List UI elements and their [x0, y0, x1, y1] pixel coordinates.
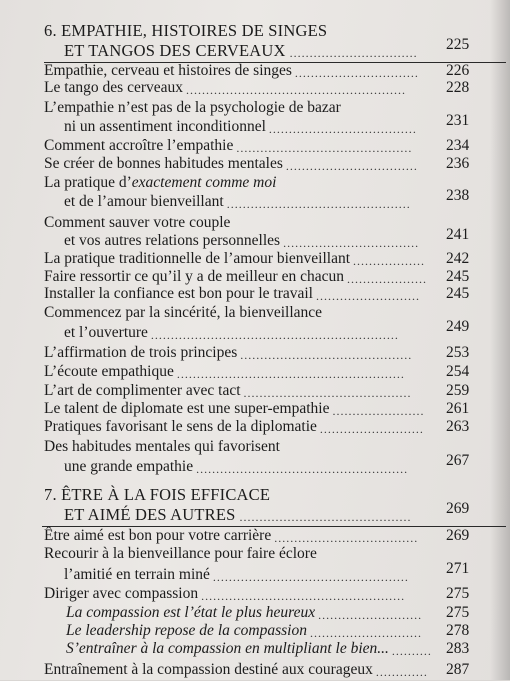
dot-leader: .....................................................: [196, 462, 409, 476]
dot-leader: ....................................: [274, 531, 419, 545]
toc-entry: [44, 382, 241, 400]
dot-leader: ............................: [309, 626, 422, 640]
toc-entry-continuation: et l’ouverture: [64, 324, 148, 341]
chapter-title-line: 7. ÊTRE À LA FOIS EFFICACE: [44, 485, 271, 504]
dot-leader: .........................................................: [176, 367, 405, 381]
page-number: 275: [446, 585, 470, 602]
page-number: 263: [446, 418, 470, 435]
page-number: 267: [446, 452, 470, 469]
dot-leader: ..................: [353, 254, 426, 268]
toc-entry-text: Diriger avec compassion: [44, 585, 199, 602]
toc-entry-text: S’entraîner à la compassion en multipliant le bien...: [66, 640, 389, 657]
page-number: 249: [446, 318, 470, 335]
toc-entry: [44, 363, 174, 381]
page-number: 226: [446, 62, 470, 79]
toc-entry-text: La pratique traditionnelle de l’amour bienveillant: [44, 250, 351, 267]
page-number: 238: [446, 187, 470, 204]
toc-entry-text: L’affirmation de trois principes: [44, 344, 238, 361]
dot-leader: ..................................: [283, 236, 420, 250]
toc-entry-continuation: une grande empathie: [64, 458, 194, 475]
toc-entry: [44, 214, 230, 232]
toc-entry: [44, 62, 292, 80]
toc-entry-continuation: et vos autres relations personnelles: [64, 232, 281, 249]
page-number: 253: [446, 344, 470, 361]
toc-entry-text: Des habitudes mentales qui favorisent: [44, 438, 280, 455]
page-number: 269: [446, 527, 470, 544]
page-number: 245: [446, 285, 470, 302]
chapter-title-line: 6. EMPATHIE, HISTOIRES DE SINGES: [44, 21, 328, 40]
page-number: 241: [446, 226, 470, 243]
dot-leader: ..........: [391, 644, 432, 658]
toc-entry: [44, 268, 344, 286]
toc-entry: [44, 155, 283, 173]
toc-entry-text: L’écoute empathique: [44, 363, 174, 380]
page-number: 283: [446, 640, 470, 657]
page-number: 254: [446, 363, 470, 380]
page-number: 234: [446, 137, 470, 154]
toc-entry-text: Pratiques favorisant le sens de la diplomatie: [44, 418, 317, 435]
toc-entry: [44, 137, 233, 155]
chapter-title-line: ET AIMÉ DES AUTRES: [64, 505, 236, 524]
toc-entry: [44, 285, 313, 303]
toc-entry-text: Entraînement à la compassion destiné aux courageux: [44, 661, 373, 678]
page-number: 231: [446, 112, 470, 129]
toc-entry-text-italic: exactement comme moi: [131, 174, 277, 191]
toc-entry-text: Commencez par la sincérité, la bienveillance: [44, 304, 323, 321]
dot-leader: .................................................: [212, 570, 409, 584]
dot-leader: .......................: [332, 404, 425, 418]
dot-leader: ..........................................: [243, 386, 412, 400]
toc-entry: [44, 438, 280, 456]
toc-entry-continuation: ni un assentiment inconditionnel: [64, 118, 266, 135]
dot-leader: .....................................: [268, 122, 417, 136]
toc-entry: [44, 79, 183, 97]
toc-entry-text: Faire ressortir ce qu’il y a de meilleur en chacun: [44, 268, 344, 285]
toc-entry-continuation: et de l’amour bienveillant: [64, 193, 224, 210]
toc-entry-text: Le tango des cerveaux: [44, 79, 184, 96]
toc-entry: [44, 400, 329, 418]
page-number: 287: [446, 661, 470, 678]
page-number: 242: [446, 250, 470, 267]
dot-leader: ...............................: [294, 66, 419, 80]
toc-entry: [44, 99, 341, 117]
dot-leader: ............................................: [236, 141, 413, 155]
toc-entry-text: Être aimé est bon pour votre carrière: [44, 527, 272, 544]
page-number: 259: [446, 382, 470, 399]
toc-entry: [44, 174, 276, 192]
toc-entry-text: La compassion est l’état le plus heureux: [66, 604, 316, 621]
toc-entry: [44, 527, 271, 545]
toc-entry-text: Recourir à la bienveillance pour faire éclore: [44, 545, 317, 562]
dot-leader: ..........................: [319, 422, 424, 436]
page-number: 275: [446, 604, 470, 621]
chapter-title-line: ET TANGOS DES CERVEAUX: [64, 41, 286, 60]
toc-entry: [44, 661, 373, 679]
page-number: 236: [446, 155, 470, 172]
toc-entry: [44, 545, 317, 563]
dot-leader: ..........................: [316, 289, 420, 303]
page-number: 228: [446, 79, 470, 96]
dot-leader: ..............................................................: [150, 328, 399, 342]
toc-entry: [44, 418, 317, 436]
toc-entry-text: Empathie, cerveau et histoires de singes: [44, 62, 292, 79]
dot-leader: .............: [375, 665, 428, 679]
toc-entry-text: Comment accroître l’empathie: [44, 137, 234, 154]
dot-leader: ..........................: [318, 608, 423, 622]
page-number: 278: [446, 622, 470, 639]
toc-entry: [66, 604, 315, 622]
dot-leader: .......................................................: [186, 83, 407, 97]
page-number: 225: [446, 36, 470, 53]
dot-leader: ...................................................: [201, 589, 406, 603]
toc-entry-text: Installer la confiance est bon pour le travail: [44, 285, 313, 302]
toc-entry-text: La pratique d’: [44, 174, 132, 191]
page-number: 261: [446, 400, 470, 417]
toc-entry-text: Le talent de diplomate est une super-empathie: [44, 400, 330, 417]
toc-entry-text: Se créer de bonnes habitudes mentales: [44, 155, 283, 172]
toc-entry: [44, 304, 322, 322]
toc-entry: [44, 250, 350, 268]
toc-entry: [66, 640, 389, 658]
dot-leader: ...........................................: [239, 510, 412, 524]
toc-entry-text: Le leadership repose de la compassion: [66, 622, 307, 639]
page-number: 245: [446, 268, 470, 285]
toc-entry-text: L’empathie n’est pas de la psychologie de bazar: [44, 99, 341, 116]
toc-entry: [44, 344, 237, 362]
dot-leader: ..............................................: [226, 197, 411, 211]
dot-leader: ...........................................: [240, 348, 413, 362]
dot-leader: ....................: [346, 272, 427, 286]
toc-entry: [66, 622, 307, 640]
dot-leader: ................................: [289, 46, 418, 60]
page-number: 271: [446, 560, 470, 577]
toc-entry-continuation: l’amitié en terrain miné: [64, 566, 210, 583]
page-number: 269: [446, 500, 470, 517]
toc-entry-text: L’art de complimenter avec tact: [44, 382, 241, 399]
toc-entry: [44, 585, 198, 603]
dot-leader: .................................: [285, 159, 418, 173]
toc-entry-text: Comment sauver votre couple: [44, 214, 231, 231]
